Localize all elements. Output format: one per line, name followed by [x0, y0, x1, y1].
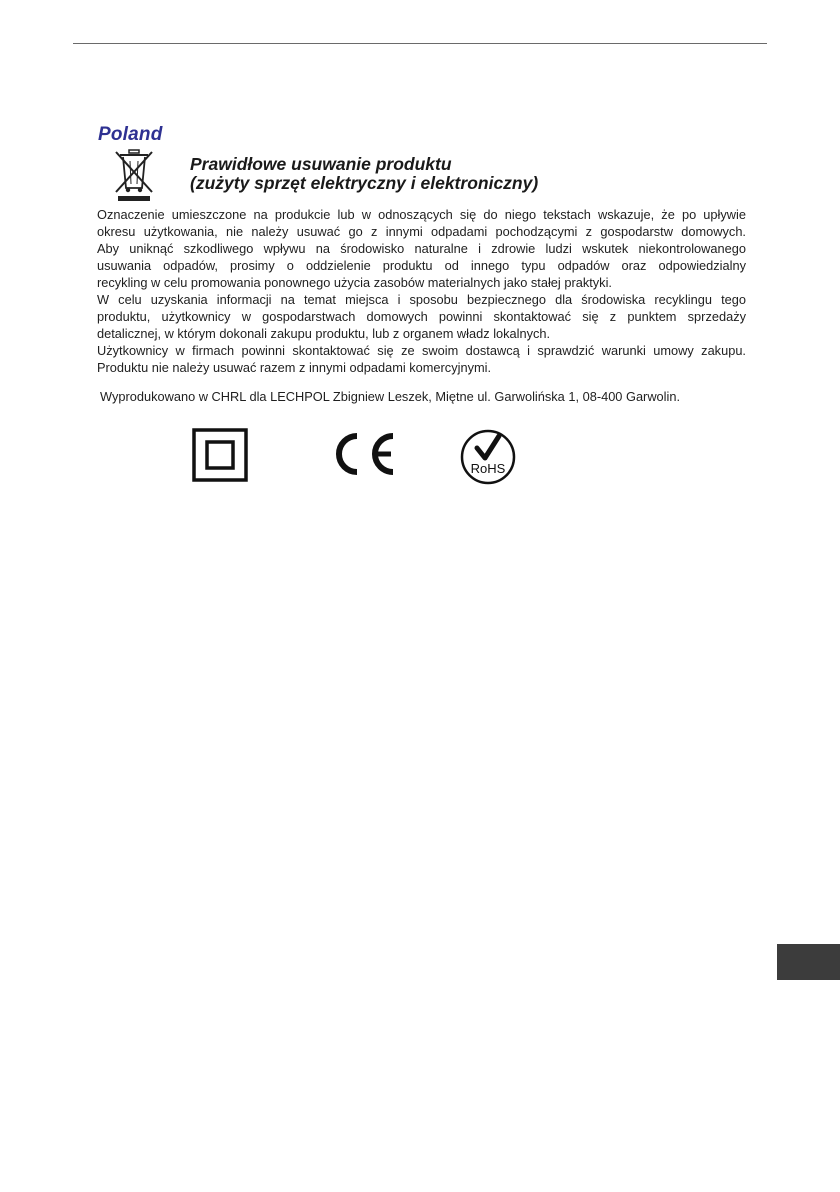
text-line: recykling w celu promowania ponownego użycia zasobów materialnych jako stałej praktyki.	[97, 275, 612, 290]
text-line: Aby uniknąć szkodliwego wpływu na środowisko naturalne i zdrowie ludzi wskutek niekontrolowanego	[97, 241, 746, 256]
class-ii-double-square-icon	[192, 428, 248, 482]
text-line: W celu uzyskania informacji na temat miejsca i sposobu bezpiecznego dla środowiska recyklingu tego	[97, 292, 746, 307]
country-label: Poland	[98, 124, 163, 145]
rohs-check-icon	[459, 428, 517, 486]
rohs-label: RoHS	[470, 461, 506, 476]
disposal-text	[97, 206, 746, 376]
ce-mark-icon	[327, 430, 397, 478]
weee-crossed-bin-icon	[110, 148, 158, 202]
text-line: Produktu nie należy usuwać razem z innymi odpadami komercyjnymi.	[97, 360, 492, 375]
title-line-2: (zużyty sprzęt elektryczny i elektroniczny)	[190, 173, 539, 193]
section-title	[190, 155, 538, 193]
text-line: produktu, użytkownicy w gospodarstwach domowych powinni skontaktować się z punktem sprzedaży	[97, 309, 746, 324]
page-side-tab	[777, 944, 840, 980]
text-line: Użytkownicy w firmach powinni skontaktować się ze swoim dostawcą i sprawdzić warunki umowy zakupu.	[97, 343, 746, 358]
title-line-1: Prawidłowe usuwanie produktu	[190, 154, 452, 174]
text-line: detalicznej, w którym dokonali zakupu produktu, lub z organem władz lokalnych.	[97, 326, 551, 341]
text-line: usuwania odpadów, prosimy o oddzielenie produktu od innego typu odpadów oraz odpowiedzialny	[97, 258, 746, 273]
producer-info: Wyprodukowano w CHRL dla LECHPOL Zbigniew Leszek, Miętne ul. Garwolińska 1, 08-400 Garwolin.	[100, 389, 681, 404]
text-line: Oznaczenie umieszczone na produkcie lub w odnoszących się do niego tekstach wskazuje, że po upływie	[97, 207, 746, 222]
text-line: okresu użytkowania, nie należy usuwać go z innymi odpadami pochodzącymi z gospodarstw domowych.	[97, 224, 746, 239]
header-rule	[73, 43, 767, 44]
